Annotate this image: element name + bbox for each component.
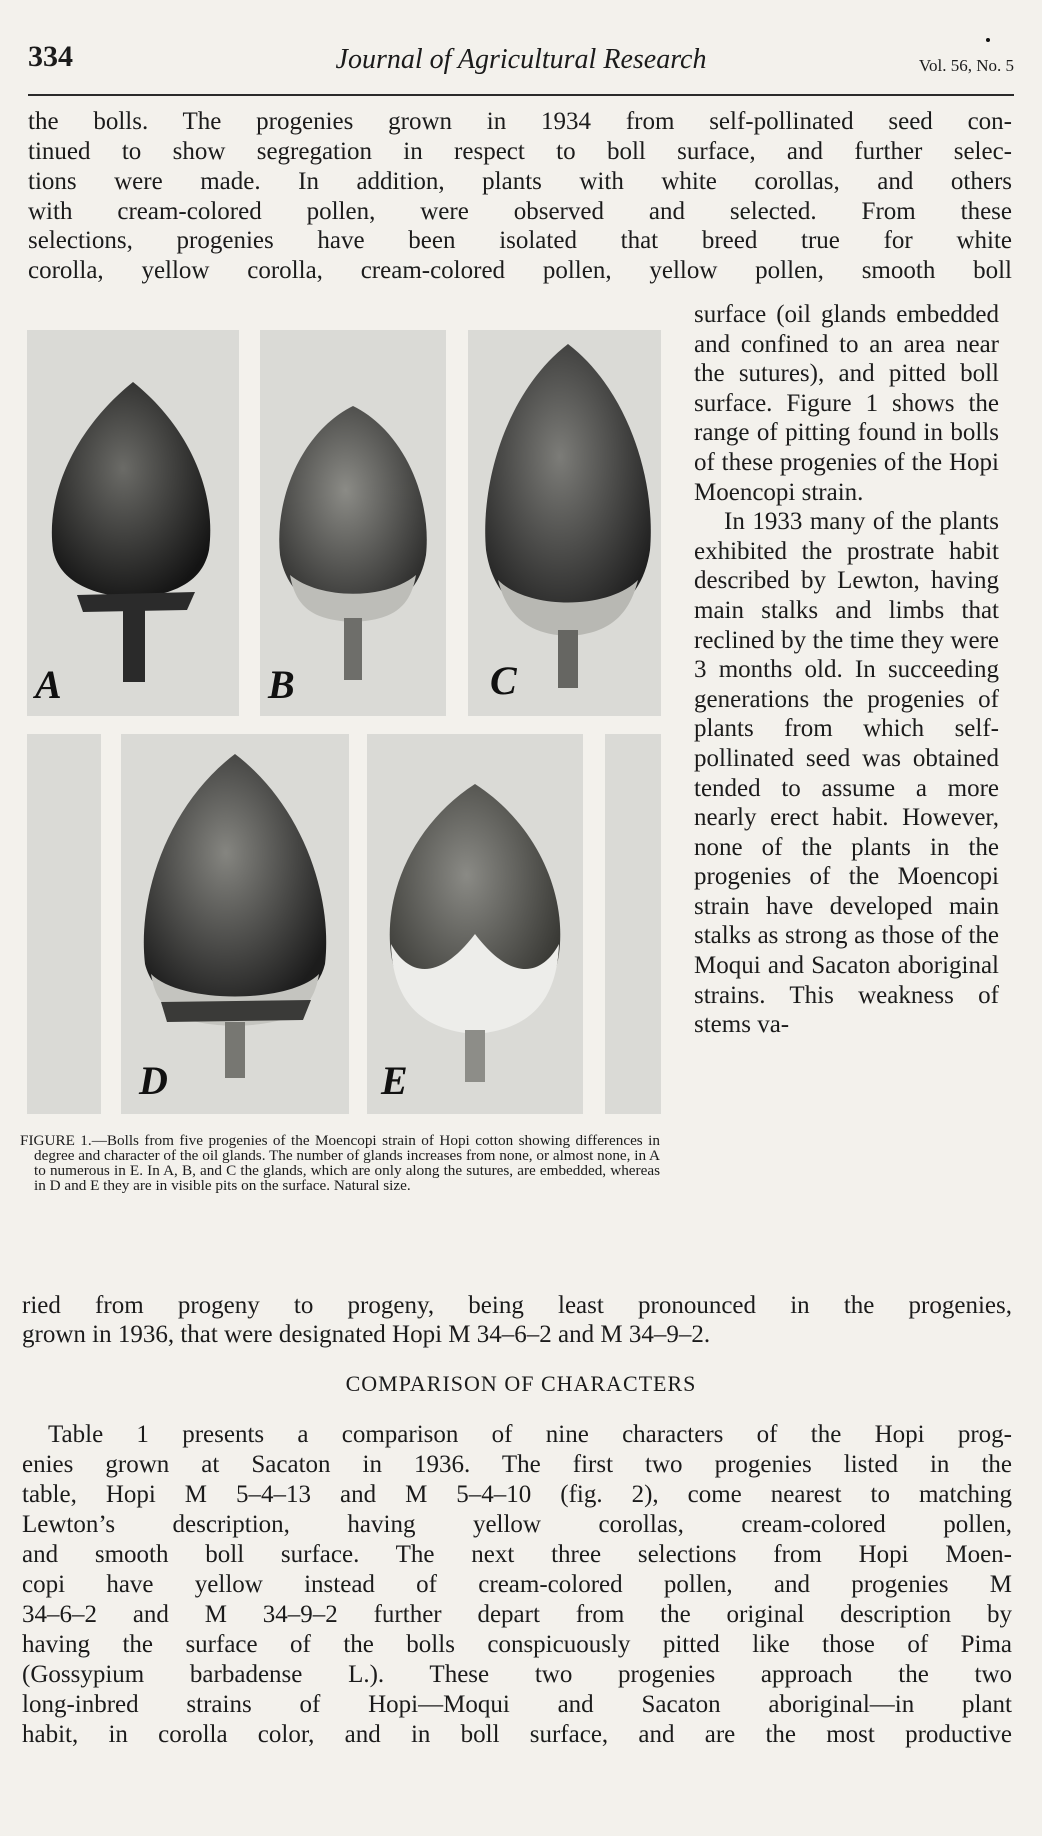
text-line: corolla, yellow corolla, cream-colored pollen, yellow pollen, smooth boll [28,257,1012,284]
right-column-text [694,300,999,1040]
panel-label-e: E [381,1058,408,1103]
panel-label-a: A [35,662,62,707]
figure-caption: FIGURE 1.—Bolls from five progenies of the Moencopi strain of Hopi cotton showing differences in degree and character of the oil glands. The number of glands increases from none, or almost none, in A to numerous in E. In A, B, and C the glands, which are only along the sutures, are embedded, whereas in D and E they are in visible pits on the surface. Natural size. [20,1132,661,1194]
text-line: table, Hopi M 5–4–13 and M 5–4–10 (fig. 2), come nearest to matching [22,1481,1012,1508]
text-line: (Gossypium barbadense L.). These two progenies approach the two [22,1661,1012,1688]
right-column-paragraph-1: surface (oil glands embedded and confined to an area near the sutures), and pitted boll surface. Figure 1 shows the range of pitting found in bolls of these progenies of the Hopi Moencopi strain. [694,301,999,506]
boll-photo-d [121,734,349,1114]
text-line: having the surface of the bolls conspicuously pitted like those of Pima [22,1631,1012,1658]
text-line: selections, progenies have been isolated that breed true for white [28,227,1012,254]
boll-photo-a [27,330,239,716]
plate-edge-left [27,734,101,1114]
text-line: ried from progeny to progeny, being least pronounced in the progenies, [22,1292,1012,1319]
text-line: copi have yellow instead of cream-colored pollen, and progenies M [22,1571,1012,1598]
text-line: Table 1 presents a comparison of nine characters of the Hopi prog- [48,1421,1012,1448]
boll-photo-e [367,734,583,1114]
print-speck [986,38,990,42]
text-line: tinued to show segregation in respect to boll surface, and further selec- [28,138,1012,165]
panel-label-b: B [268,662,295,707]
text-line: habit, in corolla color, and in boll surface, and are the most productive [22,1721,1012,1748]
panel-label-d: D [139,1058,168,1103]
text-line: grown in 1936, that were designated Hopi M 34–6–2 and M 34–9–2. [22,1321,711,1348]
boll-photo-c [468,330,661,716]
text-line: tions were made. In addition, plants with white corollas, and others [28,168,1012,195]
text-line: the bolls. The progenies grown in 1934 from self-pollinated seed con- [28,108,1012,135]
right-column-paragraph-2: In 1933 many of the plants exhibited the prostrate habit described by Lewton, having main stalks and limbs that reclined by the time they were 3 months old. In succeeding generations the progenies of plants from which self-pollinated seed was obtained tended to assume a more nearly erect habit. However, none of the plants in the progenies of the Moencopi strain have developed main stalks as strong as those of the Moqui and Sacaton aboriginal strains. This weakness of stems va- [694,508,999,1039]
text-line: and smooth boll surface. The next three selections from Hopi Moen- [22,1541,1012,1568]
plate-edge-right [605,734,661,1114]
section-heading: COMPARISON OF CHARACTERS [345,1371,697,1396]
text-line: Lewton’s description, having yellow corollas, cream-colored pollen, [22,1511,1012,1538]
page-number: 334 [28,40,73,73]
text-line: long-inbred strains of Hopi—Moqui and Sacaton aboriginal—in plant [22,1691,1012,1718]
panel-label-c: C [490,658,517,703]
figure-1-photo-plate [27,330,661,1114]
text-line: with cream-colored pollen, were observed and selected. From these [28,198,1012,225]
text-line: enies grown at Sacaton in 1936. The first two progenies listed in the [22,1451,1012,1478]
journal-title: Journal of Agricultural Research [335,44,707,75]
boll-photo-b [260,330,446,716]
text-line: 34–6–2 and M 34–9–2 further depart from the original description by [22,1601,1012,1628]
running-header [28,36,1014,96]
volume-issue: Vol. 56, No. 5 [918,56,1014,75]
